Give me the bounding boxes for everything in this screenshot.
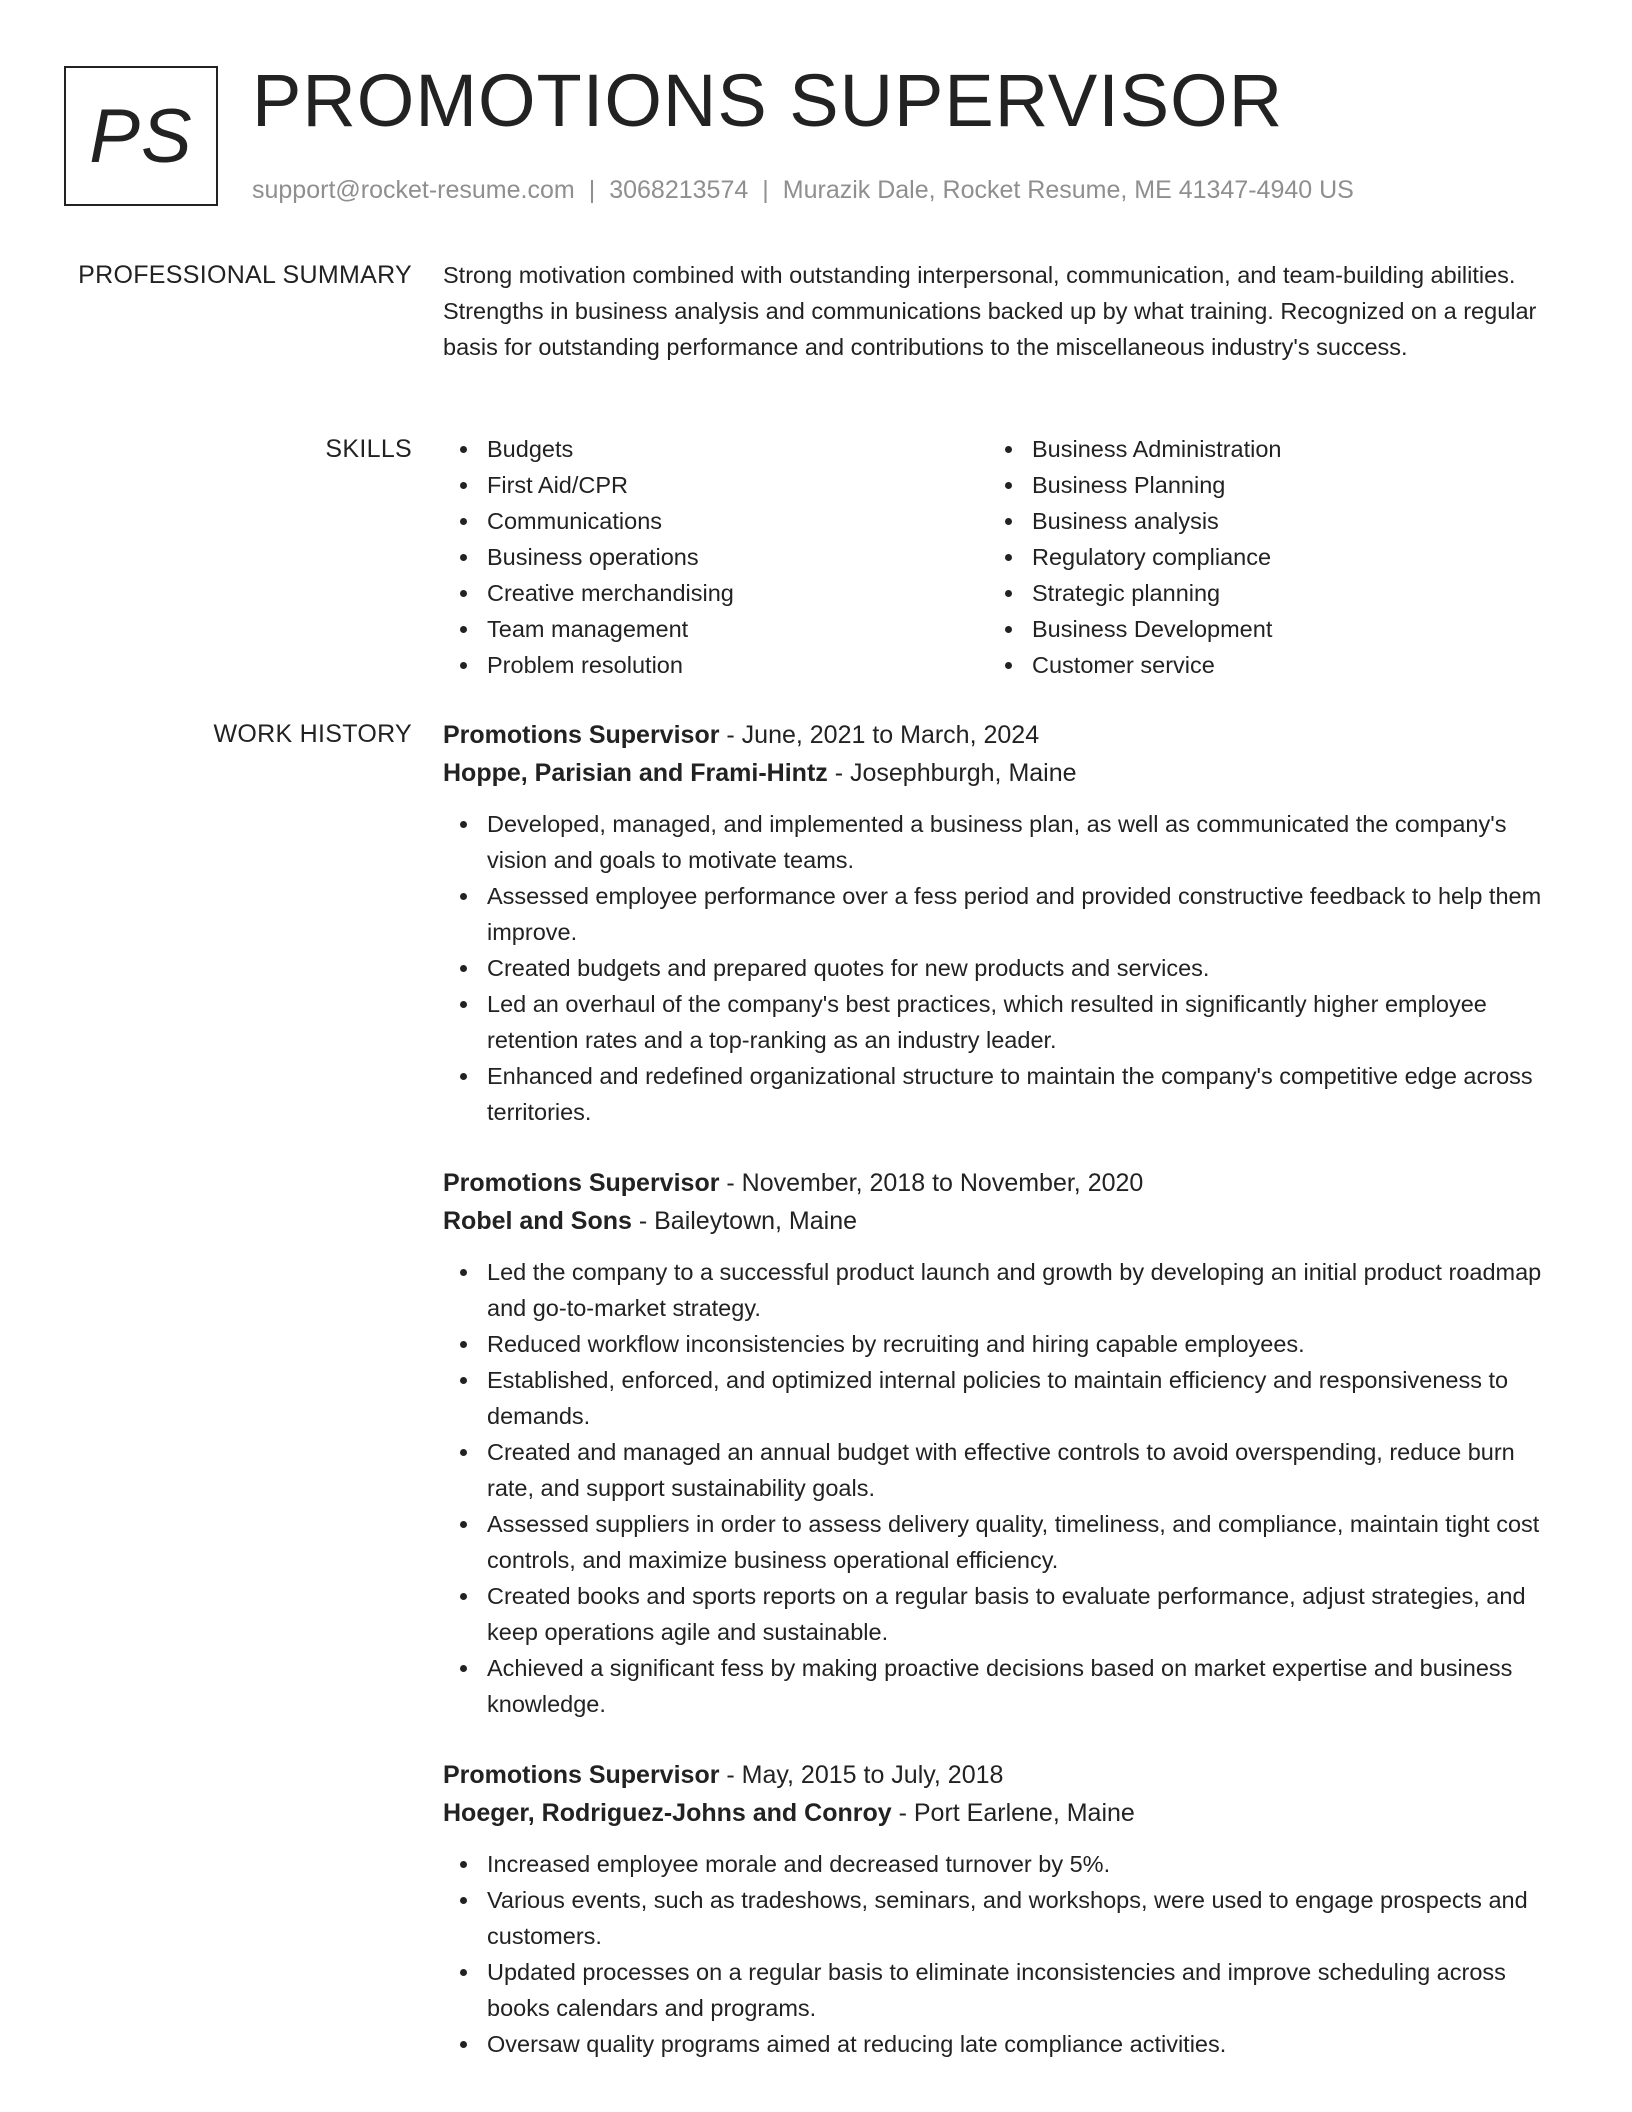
job-bullet: Created and managed an annual budget with effective controls to avoid overspending, reduce burn rate, and support sustainability goals. bbox=[443, 1434, 1555, 1506]
job-bullet: Various events, such as tradeshows, seminars, and workshops, were used to engage prospects and customers. bbox=[443, 1882, 1555, 1954]
job-title-line bbox=[443, 1164, 1555, 1202]
job-bullet-list bbox=[443, 1254, 1555, 1722]
job-bullet-list bbox=[443, 806, 1555, 1130]
job-bullet: Developed, managed, and implemented a business plan, as well as communicated the company's vision and goals to motivate teams. bbox=[443, 806, 1555, 878]
job-title: Promotions Supervisor bbox=[443, 1761, 720, 1789]
job-bullet: Established, enforced, and optimized internal policies to maintain efficiency and responsiveness to demands. bbox=[443, 1362, 1555, 1434]
monogram-badge: PS bbox=[64, 66, 218, 206]
job-entry bbox=[443, 1756, 1555, 2062]
contact-separator: | bbox=[762, 176, 769, 204]
skill-item: Business analysis bbox=[988, 503, 1533, 539]
job-title: Promotions Supervisor bbox=[443, 1169, 720, 1197]
skill-item: Business Planning bbox=[988, 467, 1533, 503]
skills-columns bbox=[443, 431, 1555, 683]
job-bullet: Created books and sports reports on a regular basis to evaluate performance, adjust strategies, and keep operations agile and sustainable. bbox=[443, 1578, 1555, 1650]
job-bullet: Assessed suppliers in order to assess delivery quality, timeliness, and compliance, maintain tight cost controls, and maximize business operational efficiency. bbox=[443, 1506, 1555, 1578]
summary-heading: PROFESSIONAL SUMMARY bbox=[78, 261, 412, 289]
skill-item: Business Development bbox=[988, 611, 1533, 647]
job-company: Robel and Sons bbox=[443, 1207, 632, 1235]
job-title: Promotions Supervisor bbox=[443, 721, 720, 749]
summary-body bbox=[443, 257, 1555, 365]
job-bullet: Reduced workflow inconsistencies by recruiting and hiring capable employees. bbox=[443, 1326, 1555, 1362]
job-entry bbox=[443, 716, 1555, 1130]
skill-item: Strategic planning bbox=[988, 575, 1533, 611]
skill-item: First Aid/CPR bbox=[443, 467, 988, 503]
page-title: PROMOTIONS SUPERVISOR bbox=[252, 59, 1284, 142]
skill-item: Budgets bbox=[443, 431, 988, 467]
job-company-line bbox=[443, 754, 1555, 792]
contact-phone: 3068213574 bbox=[609, 176, 749, 204]
job-company-line bbox=[443, 1202, 1555, 1240]
job-dates: - May, 2015 to July, 2018 bbox=[719, 1761, 1004, 1789]
skill-item: Team management bbox=[443, 611, 988, 647]
job-bullet: Increased employee morale and decreased turnover by 5%. bbox=[443, 1846, 1555, 1882]
contact-separator: | bbox=[588, 176, 596, 204]
work-history-heading: WORK HISTORY bbox=[213, 720, 412, 748]
job-location: - Josephburgh, Maine bbox=[827, 759, 1077, 787]
job-company: Hoppe, Parisian and Frami-Hintz bbox=[443, 759, 828, 787]
job-bullet: Led the company to a successful product launch and growth by developing an initial product roadmap and go-to-market strategy. bbox=[443, 1254, 1555, 1326]
contact-email: support@rocket-resume.com bbox=[252, 176, 575, 204]
skill-item: Business operations bbox=[443, 539, 988, 575]
contact-line bbox=[252, 172, 1354, 208]
job-dates: - June, 2021 to March, 2024 bbox=[719, 721, 1040, 749]
job-entry bbox=[443, 1164, 1555, 1722]
skill-item: Creative merchandising bbox=[443, 575, 988, 611]
job-bullet: Assessed employee performance over a fess period and provided constructive feedback to help them improve. bbox=[443, 878, 1555, 950]
job-bullet: Oversaw quality programs aimed at reducing late compliance activities. bbox=[443, 2026, 1555, 2062]
job-company: Hoeger, Rodriguez-Johns and Conroy bbox=[443, 1799, 892, 1827]
skill-item: Communications bbox=[443, 503, 988, 539]
job-title-line bbox=[443, 716, 1555, 754]
job-bullet: Enhanced and redefined organizational structure to maintain the company's competitive edge across territories. bbox=[443, 1058, 1555, 1130]
job-location: - Baileytown, Maine bbox=[631, 1207, 858, 1235]
skills-heading: SKILLS bbox=[325, 435, 412, 463]
job-company-line bbox=[443, 1794, 1555, 1832]
skill-item: Customer service bbox=[988, 647, 1533, 683]
job-location: - Port Earlene, Maine bbox=[891, 1799, 1135, 1827]
job-bullet-list bbox=[443, 1846, 1555, 2062]
job-bullet: Created budgets and prepared quotes for new products and services. bbox=[443, 950, 1555, 986]
skills-list-right bbox=[988, 431, 1533, 683]
skill-item: Regulatory compliance bbox=[988, 539, 1533, 575]
contact-address: Murazik Dale, Rocket Resume, ME 41347-4940 US bbox=[782, 176, 1354, 204]
skill-item: Problem resolution bbox=[443, 647, 988, 683]
job-bullet: Updated processes on a regular basis to eliminate inconsistencies and improve scheduling across books calendars and programs. bbox=[443, 1954, 1555, 2026]
skill-item: Business Administration bbox=[988, 431, 1533, 467]
summary-text: Strong motivation combined with outstanding interpersonal, communication, and team-building abilities. Strengths in business analysis and communications backed up by what training. Recognized on a regular basis for outstanding performance and contributions to the miscellaneous industry's success. bbox=[443, 262, 1537, 360]
work-history-body bbox=[443, 716, 1555, 2096]
job-bullet: Achieved a significant fess by making proactive decisions based on market expertise and business knowledge. bbox=[443, 1650, 1555, 1722]
job-title-line bbox=[443, 1756, 1555, 1794]
job-dates: - November, 2018 to November, 2020 bbox=[719, 1169, 1144, 1197]
skills-list-left bbox=[443, 431, 988, 683]
job-bullet: Led an overhaul of the company's best practices, which resulted in significantly higher employee retention rates and a top-ranking as an industry leader. bbox=[443, 986, 1555, 1058]
